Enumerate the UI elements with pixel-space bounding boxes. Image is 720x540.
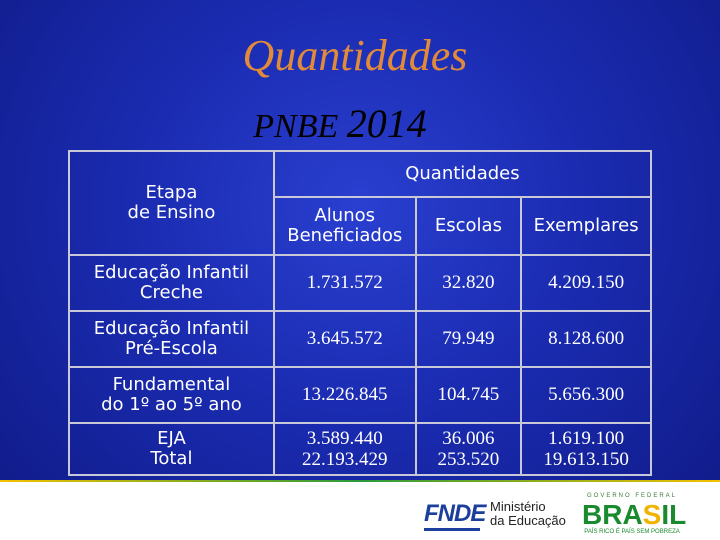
- brasil-top-text: GOVERNO FEDERAL: [586, 493, 677, 499]
- header-alunos: [274, 197, 416, 255]
- table-row: [69, 367, 651, 423]
- row-etapa-line1: Fundamental: [112, 373, 231, 395]
- row-etapa-line1: Educação Infantil: [93, 317, 250, 339]
- table-row: [69, 423, 651, 475]
- fnde-logo-underline: [424, 528, 480, 531]
- cell-alunos-line1: 3.589.440: [306, 427, 383, 449]
- cell-escolas: 32.820: [416, 255, 522, 311]
- brasil-word-part2: IL: [661, 499, 687, 530]
- cell-alunos: [274, 423, 416, 475]
- row-etapa-line1: Educação Infantil: [93, 261, 250, 283]
- cell-exemplares: 5.656.300: [521, 367, 651, 423]
- cell-alunos: 13.226.845: [274, 367, 416, 423]
- slide-title: Quantidades: [242, 31, 468, 80]
- cell-escolas: 104.745: [416, 367, 522, 423]
- header-etapa-line1: Etapa: [145, 181, 198, 203]
- cell-escolas: [416, 423, 522, 475]
- cell-escolas-line1: 36.006: [442, 427, 495, 449]
- cell-escolas-line2: 253.520: [437, 449, 500, 470]
- cell-escolas: 79.949: [416, 311, 522, 367]
- header-exemplares: Exemplares: [521, 197, 651, 255]
- header-alunos-line2: Beneficiados: [287, 225, 403, 246]
- cell-alunos: 3.645.572: [274, 311, 416, 367]
- cell-exemplares: [521, 423, 651, 475]
- header-etapa: [69, 151, 274, 255]
- brasil-word-part1: BRA: [582, 499, 643, 530]
- row-etapa: [69, 367, 274, 423]
- fnde-logo: FNDE: [424, 500, 486, 527]
- cell-alunos-line2: 22.193.429: [302, 449, 388, 470]
- row-etapa-line2: Pré-Escola: [125, 338, 218, 359]
- cell-alunos: 1.731.572: [274, 255, 416, 311]
- brasil-tagline: PAÍS RICO É PAÍS SEM POBREZA: [584, 529, 680, 535]
- cell-exemplares: 4.209.150: [521, 255, 651, 311]
- row-etapa-line1: EJA: [157, 427, 186, 449]
- row-etapa: [69, 423, 274, 475]
- row-etapa-line2: Creche: [139, 282, 203, 303]
- row-etapa-line2: do 1º ao 5º ano: [101, 394, 242, 415]
- cell-exemplares: 8.128.600: [521, 311, 651, 367]
- ministerio-line1: Ministério: [490, 499, 546, 514]
- brasil-logo: [582, 499, 687, 531]
- table-row: [69, 311, 651, 367]
- table-row: [69, 255, 651, 311]
- quantities-table: [68, 150, 652, 476]
- header-alunos-line1: Alunos: [314, 204, 376, 226]
- header-etapa-line2: de Ensino: [127, 202, 216, 223]
- row-etapa: [69, 255, 274, 311]
- cell-exemplares-line2: 19.613.150: [543, 449, 629, 470]
- header-escolas: Escolas: [416, 197, 522, 255]
- slide-subtitle: [0, 100, 680, 147]
- subtitle-prefix: PNBE: [253, 108, 339, 145]
- ministerio-line2: da Educação: [490, 513, 566, 528]
- brasil-word-s: S: [642, 499, 662, 530]
- row-etapa: [69, 311, 274, 367]
- subtitle-year: 2014: [346, 101, 427, 146]
- ministerio-logo: [490, 500, 566, 528]
- cell-exemplares-line1: 1.619.100: [548, 427, 625, 449]
- row-etapa-line2: Total: [150, 448, 193, 469]
- header-quantidades: Quantidades: [274, 151, 651, 197]
